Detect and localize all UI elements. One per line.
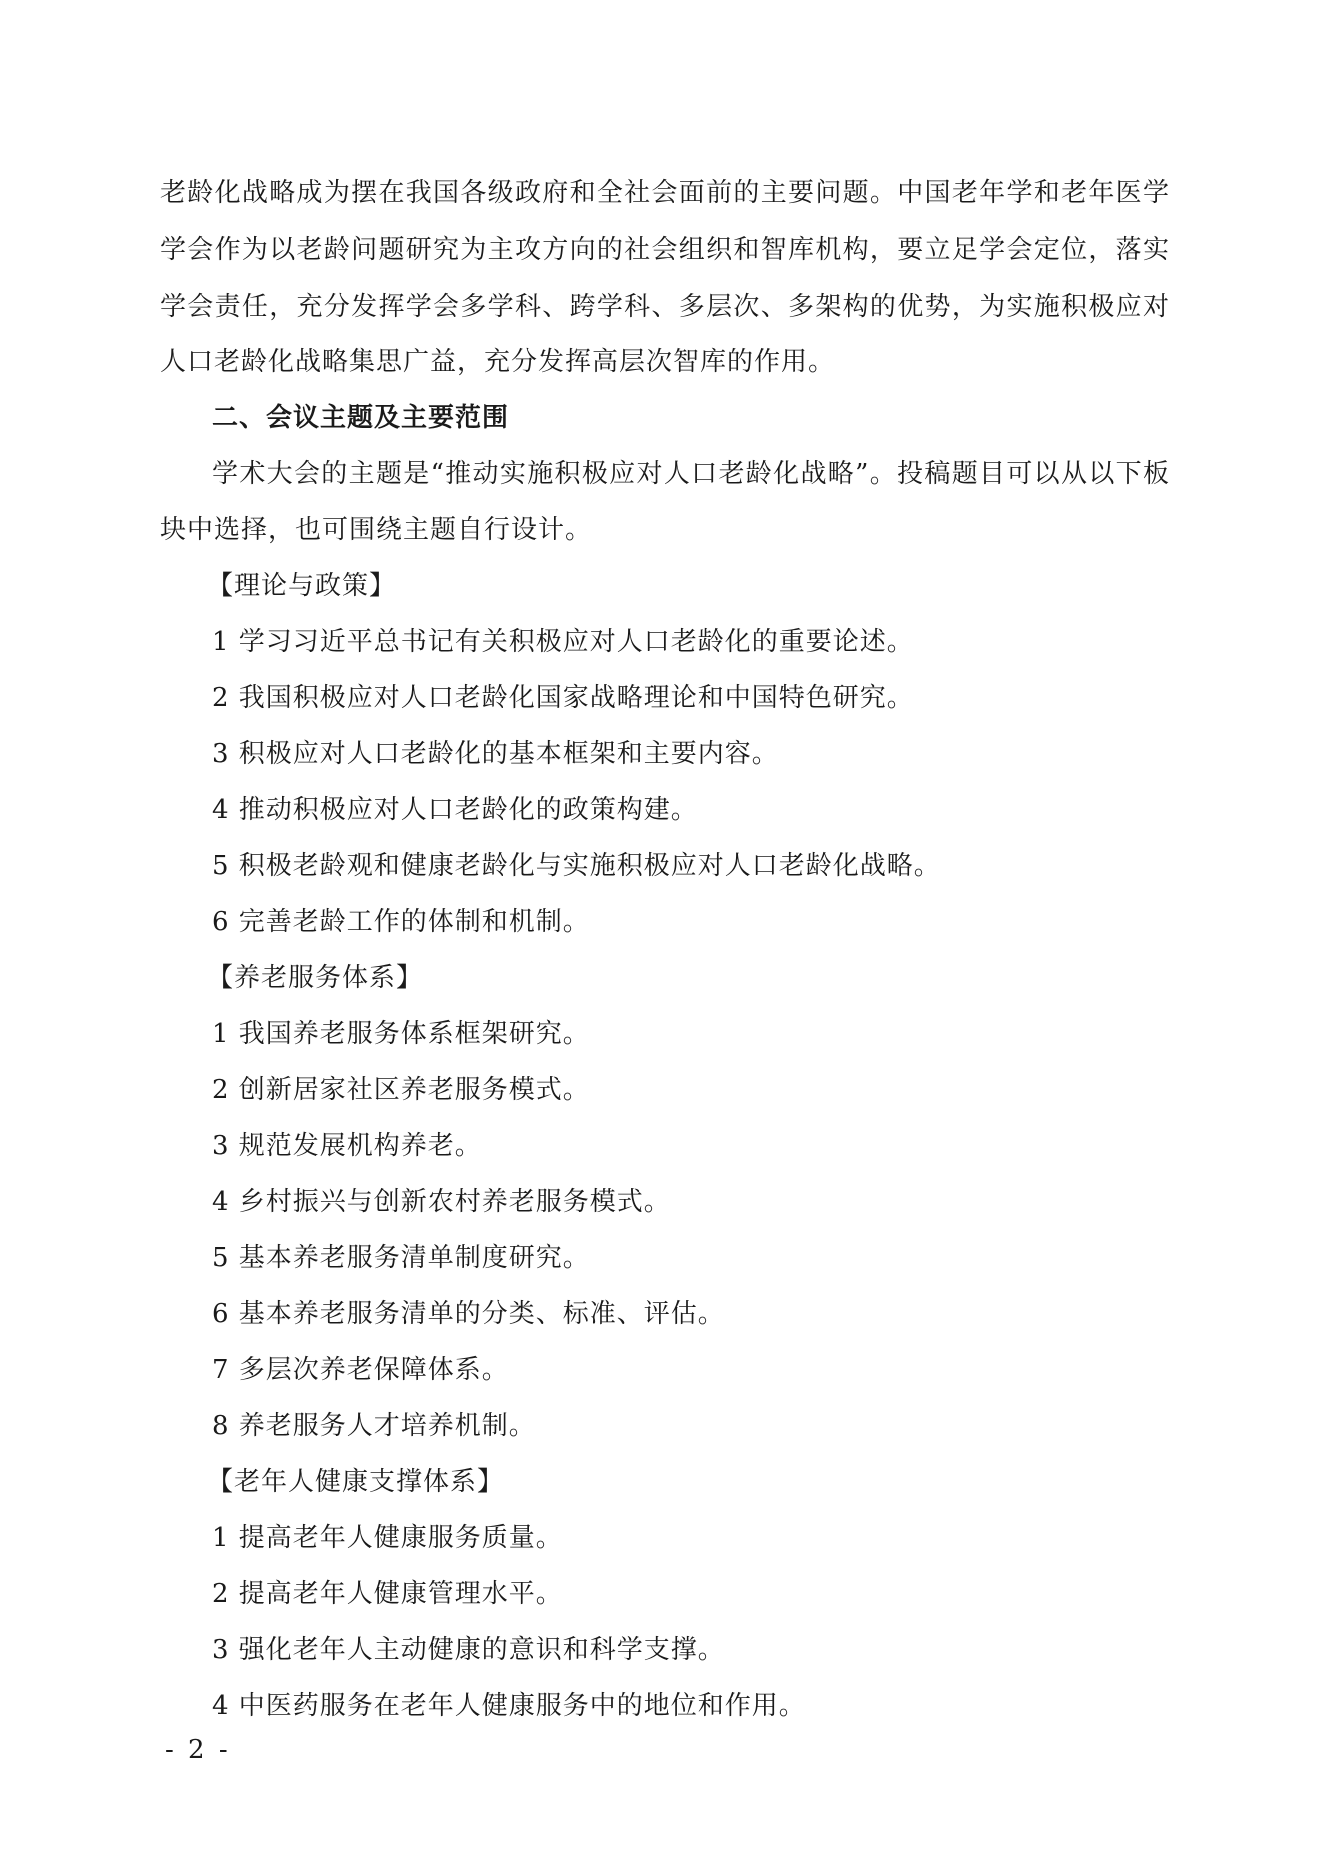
list-item: 8 养老服务人才培养机制。	[212, 1411, 536, 1441]
list-item: 2 提高老年人健康管理水平。	[212, 1579, 563, 1609]
intro-line-3: 学会责任，充分发挥学会多学科、跨学科、多层次、多架构的优势，为实施积极应对	[160, 292, 1170, 322]
intro-line-4: 人口老龄化战略集思广益，充分发挥高层次智库的作用。	[160, 347, 836, 377]
list-item: 1 提高老年人健康服务质量。	[212, 1523, 563, 1553]
list-item: 3 规范发展机构养老。	[212, 1131, 482, 1161]
intro-line-1: 老龄化战略成为摆在我国各级政府和全社会面前的主要问题。中国老年学和老年医学	[160, 178, 1170, 208]
section-paragraph-line-2: 块中选择，也可围绕主题自行设计。	[160, 515, 593, 545]
list-item: 4 中医药服务在老年人健康服务中的地位和作用。	[212, 1691, 806, 1721]
section-paragraph-line-1: 学术大会的主题是“推动实施积极应对人口老龄化战略”。投稿题目可以从以下板	[212, 459, 1170, 489]
list-item: 1 学习习近平总书记有关积极应对人口老龄化的重要论述。	[212, 627, 914, 657]
list-item: 4 推动积极应对人口老龄化的政策构建。	[212, 795, 698, 825]
section-heading: 二、会议主题及主要范围	[212, 403, 510, 433]
list-item: 2 创新居家社区养老服务模式。	[212, 1075, 590, 1105]
list-item: 4 乡村振兴与创新农村养老服务模式。	[212, 1187, 671, 1217]
list-item: 3 强化老年人主动健康的意识和科学支撑。	[212, 1635, 725, 1665]
page-number: - 2 -	[165, 1735, 231, 1765]
block-title-theory-policy: 【理论与政策】	[207, 571, 397, 601]
list-item: 5 积极老龄观和健康老龄化与实施积极应对人口老龄化战略。	[212, 851, 941, 881]
block-title-elderly-care-service: 【养老服务体系】	[207, 963, 424, 993]
intro-line-2: 学会作为以老龄问题研究为主攻方向的社会组织和智库机构，要立足学会定位，落实	[160, 235, 1170, 265]
list-item: 5 基本养老服务清单制度研究。	[212, 1243, 590, 1273]
list-item: 7 多层次养老保障体系。	[212, 1355, 509, 1385]
list-item: 1 我国养老服务体系框架研究。	[212, 1019, 590, 1049]
block-title-elderly-health-support: 【老年人健康支撑体系】	[207, 1467, 505, 1497]
list-item: 3 积极应对人口老龄化的基本框架和主要内容。	[212, 739, 779, 769]
list-item: 2 我国积极应对人口老龄化国家战略理论和中国特色研究。	[212, 683, 914, 713]
list-item: 6 基本养老服务清单的分类、标准、评估。	[212, 1299, 725, 1329]
list-item: 6 完善老龄工作的体制和机制。	[212, 907, 590, 937]
